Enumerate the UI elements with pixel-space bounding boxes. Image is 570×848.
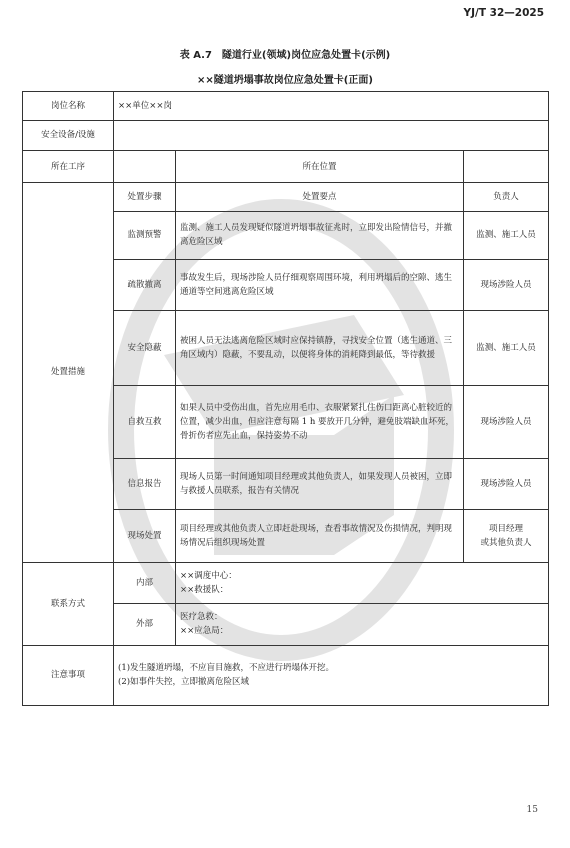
contact-line: 医疗急救： [180,612,223,623]
steps-header: 处置步骤 [114,183,176,212]
process-label: 所在工序 [23,151,114,183]
page-number: 15 [526,805,538,815]
step-owner: 监测、施工人员 [464,310,549,385]
step-name: 现场处置 [114,510,176,562]
step-owner: 现场涉险人员 [464,385,549,459]
row-steps-header [23,183,549,212]
step-name: 安全隐蔽 [114,310,176,385]
note-line: (2)如事件失控，立即撤离危险区域 [118,677,250,688]
step-owner: 现场涉险人员 [464,459,549,510]
post-name-label: 岗位名称 [23,92,114,121]
contact-line: ××应急局： [180,626,229,637]
step-name: 疏散撤离 [114,259,176,310]
location-value [464,151,549,183]
step-owner: 现场涉险人员 [464,259,549,310]
contact-internal-lines [176,562,549,603]
contact-line: ××救援队： [180,584,229,595]
row-process [23,151,549,183]
step-points: 如果人员中受伤出血，首先应用毛巾、衣服紧紧扎住伤口距离心脏较近的位置，减少出血，但应注意每隔 1 h 要放开几分钟，避免肢端缺血坏死，骨折伤者应先止血，保持姿势不动 [176,385,464,459]
notes-label: 注意事项 [23,645,114,705]
contact-label: 联系方式 [23,562,114,645]
notes-lines [114,645,549,705]
standard-code: YJ/T 32—2025 [463,7,544,19]
safety-equipment-label: 安全设备/设施 [23,120,114,151]
step-name: 监测预警 [114,211,176,259]
measures-label: 处置措施 [23,183,114,563]
row-post-name [23,92,549,121]
contact-external-lines [176,603,549,645]
contact-line: ××调度中心： [180,570,237,581]
row-safety-equipment [23,120,549,151]
points-header: 处置要点 [176,183,464,212]
owner-header: 负责人 [464,183,549,212]
emergency-card-table [22,91,549,706]
safety-equipment-value [114,120,549,151]
step-owner: 监测、施工人员 [464,211,549,259]
step-name: 自救互救 [114,385,176,459]
card-title: ××隧道坍塌事故岗位应急处置卡(正面) [197,75,373,86]
contact-external-label: 外部 [114,603,176,645]
step-points: 现场人员第一时间通知项目经理或其他负责人，如果发现人员被困，立即与救援人员联系，报告有关情况 [176,459,464,510]
note-line: (1)发生隧道坍塌，不应盲目施救，不应进行坍塌体开挖。 [118,663,335,674]
process-value [114,151,176,183]
table-caption: 表 A.7 隧道行业(领域)岗位应急处置卡(示例) [179,50,391,61]
contact-internal-label: 内部 [114,562,176,603]
row-contact-internal [23,562,549,603]
step-owner: 项目经理 或其他负责人 [464,510,549,562]
step-points: 监测、施工人员发现疑似隧道坍塌事故征兆时，立即发出险情信号，并撤离危险区域 [176,211,464,259]
step-name: 信息报告 [114,459,176,510]
post-name-value: ××单位××岗 [114,92,549,121]
row-notes [23,645,549,705]
step-points: 被困人员无法逃离危险区域时应保持镇静，寻找安全位置（逃生通道、三角区域内）隐蔽，不要乱动，以便将身体的消耗降到最低，等待救援 [176,310,464,385]
step-points: 事故发生后，现场涉险人员仔细观察周围环境，利用坍塌后的空隙、逃生通道等空间逃离危险区域 [176,259,464,310]
step-points: 项目经理或其他负责人立即赶赴现场，查看事故情况及伤损情况，判明现场情况后组织现场处置 [176,510,464,562]
location-label: 所在位置 [176,151,464,183]
